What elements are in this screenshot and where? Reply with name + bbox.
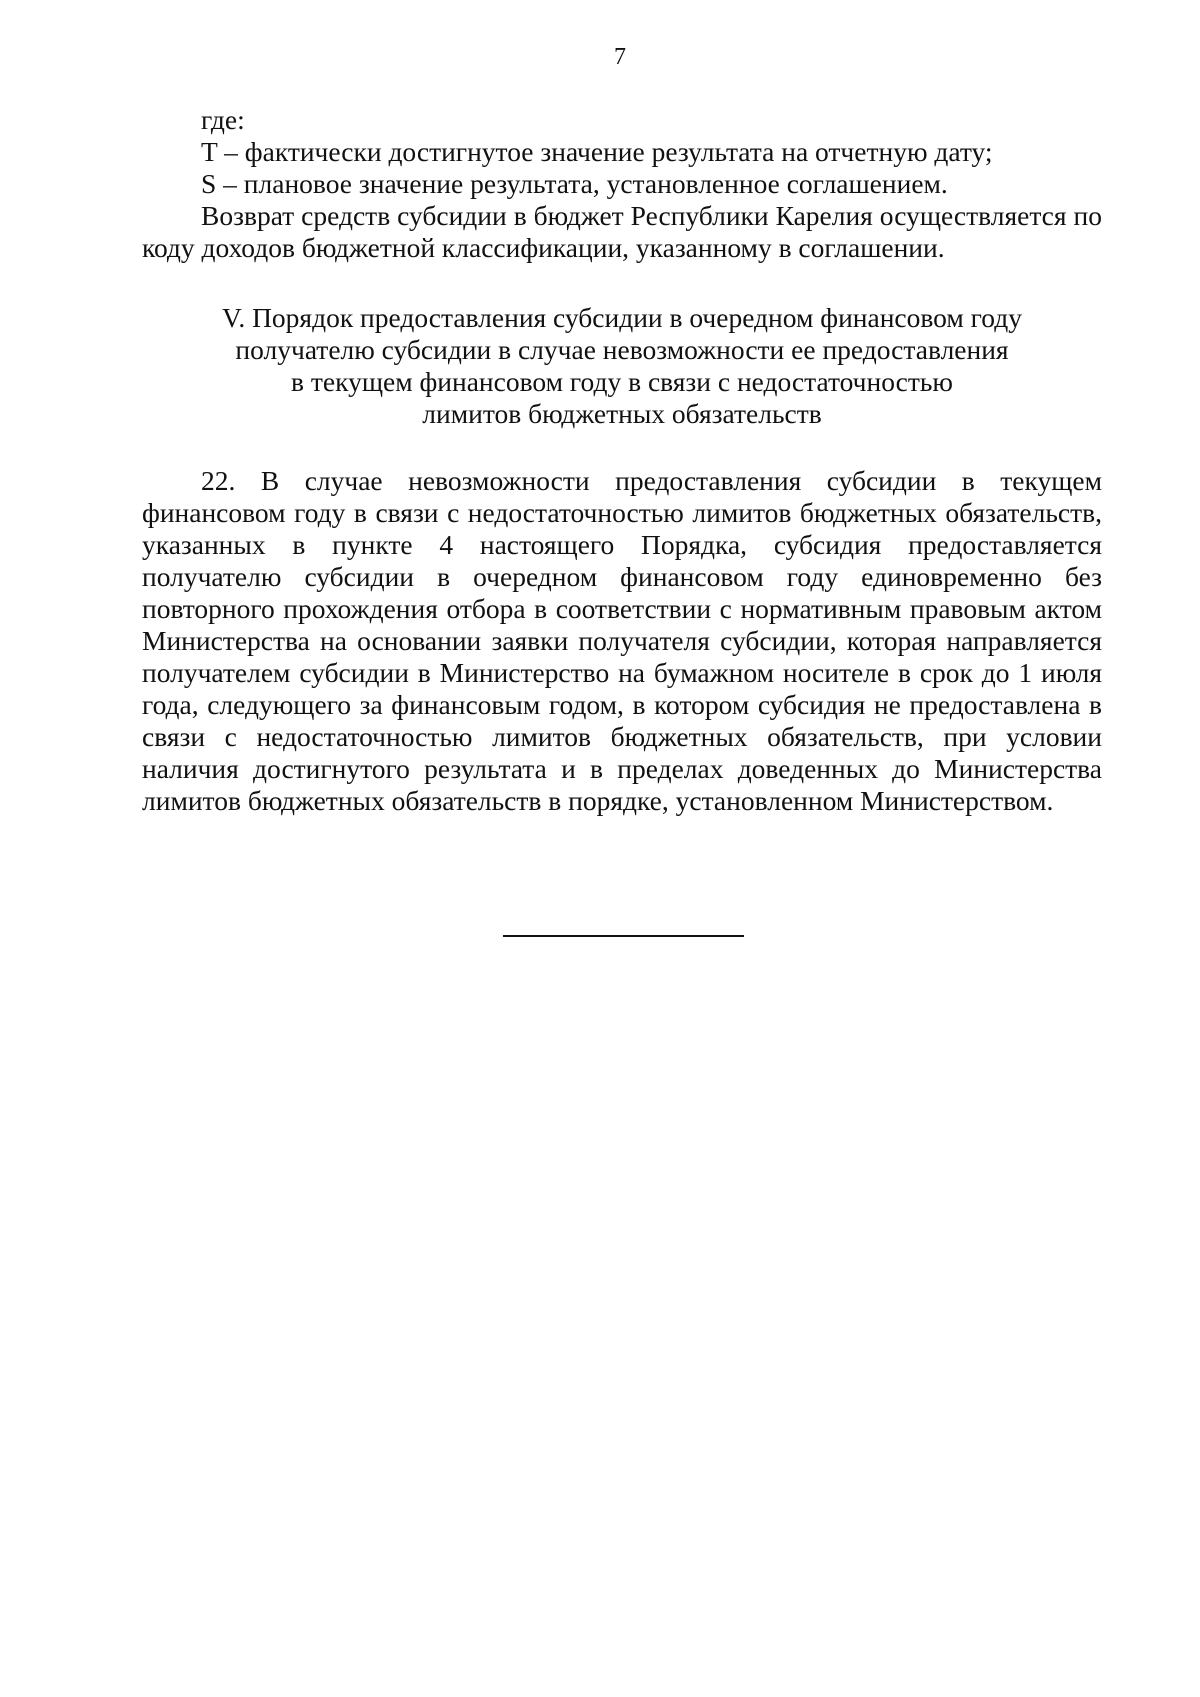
heading-line: лимитов бюджетных обязательств [422,398,822,429]
where-label: где: [201,104,245,135]
section-heading [142,302,1102,430]
main-block [142,465,1102,817]
end-divider [503,935,744,937]
t-definition: T – фактически достигнутое значение результата на отчетную дату; [201,136,993,167]
heading-line: V. Порядок предоставления субсидии в очередном финансовом году [222,302,1022,333]
refund-paragraph: Возврат средств субсидии в бюджет Республики Карелия осуществляется по коду доходов бюджетной классификации, указанному в соглашении. [142,200,1102,263]
paragraph-22: 22. В случае невозможности предоставления субсидии в текущем финансовом году в связи с недостаточностью лимитов бюджетных обязательств, указанных в пункте 4 настоящего Порядка, субсидия предоставляется получателю субсидии в очередном финансовом году единовременно без повторного прохождения отбора в соответствии с нормативным правовым актом Министерства на основании заявки получателя субсидии, которая направляется получателем субсидии в Министерство на бумажном носителе в срок до 1 июля года, следующего за финансовым годом, в котором субсидия не предоставлена в связи с недостаточностью лимитов бюджетных обязательств, при условии наличия достигнутого результата и в пределах доведенных до Министерства лимитов бюджетных обязательств в порядке, установленном Министерством. [142,465,1102,816]
heading-line: получателю субсидии в случае невозможности ее предоставления [235,334,1009,365]
s-definition: S – плановое значение результата, установленное соглашением. [201,168,948,199]
heading-line: в текущем финансовом году в связи с недостаточностью [291,366,953,397]
intro-block [142,104,1102,264]
page-number: 7 [614,44,626,70]
